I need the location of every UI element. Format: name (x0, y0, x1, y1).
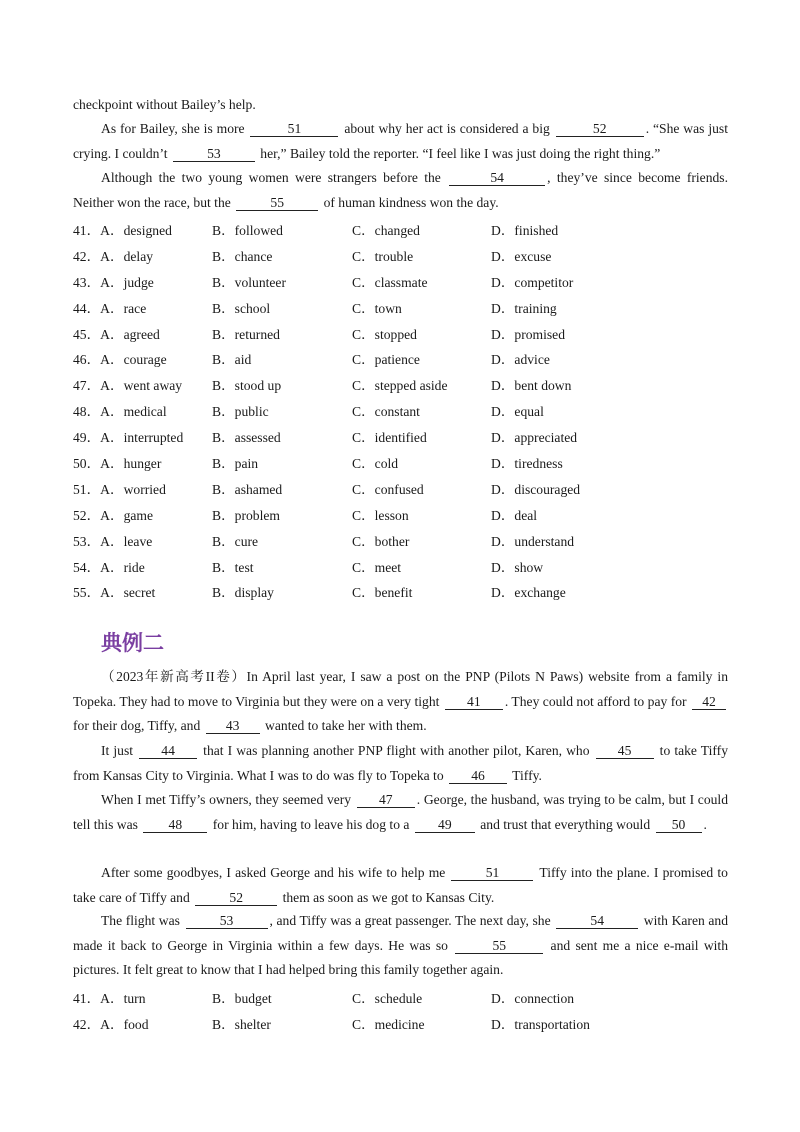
blank-55[interactable]: 55 (236, 196, 318, 211)
option-c[interactable]: C．medicine (352, 1016, 425, 1032)
passage-paragraph (73, 788, 728, 837)
passage-text: and trust that everything would (476, 816, 654, 832)
passage-text: to take Tiffy from Kansas City to Virginia. What I was to do was fly to Topeka to (73, 743, 728, 783)
option-d[interactable]: D．understand (491, 533, 575, 549)
passage-text: It just (101, 743, 138, 758)
blank-44[interactable]: 44 (139, 744, 197, 759)
option-c[interactable]: C．meet (352, 559, 402, 575)
passage-text: of human kindness won the day. (320, 194, 499, 210)
passage-text: for him, having to leave his dog to a (209, 816, 413, 832)
option-c[interactable]: C．cold (352, 456, 399, 472)
blank-53[interactable]: 53 (186, 914, 268, 929)
passage-text: As for Bailey, she is more (101, 121, 249, 136)
option-row (73, 297, 733, 323)
passage-text: , and Tiffy was a great passenger. The next day, she (269, 913, 555, 928)
option-b[interactable]: B．ashamed (212, 481, 283, 497)
option-c[interactable]: C．classmate (352, 274, 428, 290)
blank-42[interactable]: 42 (692, 695, 726, 710)
blank-55[interactable]: 55 (455, 939, 543, 954)
option-a[interactable]: 44．A．race (73, 300, 147, 316)
option-a[interactable]: 41．A．designed (73, 223, 172, 238)
option-a[interactable]: 47．A．went away (73, 378, 183, 394)
option-d[interactable]: D．competitor (491, 274, 574, 290)
option-c[interactable]: C．lesson (352, 507, 409, 523)
options-list (73, 219, 733, 607)
blank-54[interactable]: 54 (556, 914, 638, 929)
option-c[interactable]: C．patience (352, 352, 420, 368)
option-d[interactable]: D．exchange (491, 585, 566, 601)
option-row (73, 348, 733, 374)
option-b[interactable]: B．school (212, 300, 271, 316)
option-a[interactable]: 48．A．medical (73, 404, 167, 420)
option-b[interactable]: B．problem (212, 507, 280, 523)
option-row (73, 452, 733, 478)
option-c[interactable]: C．bother (352, 533, 410, 549)
option-row (73, 987, 733, 1013)
option-b[interactable]: B．shelter (212, 1016, 271, 1032)
blank-43[interactable]: 43 (206, 719, 260, 734)
passage-text: . (703, 816, 707, 832)
option-d[interactable]: D．training (491, 300, 557, 316)
option-d[interactable]: D．equal (491, 404, 544, 420)
passage-text: Although the two young women were strangers before the (101, 170, 448, 185)
blank-54[interactable]: 54 (449, 171, 545, 186)
blank-53[interactable]: 53 (173, 147, 255, 162)
option-c[interactable]: C．identified (352, 430, 427, 446)
blank-46[interactable]: 46 (449, 769, 507, 784)
passage-text: for their dog, Tiffy, and (73, 718, 204, 733)
option-b[interactable]: B．stood up (212, 378, 282, 394)
option-b[interactable]: B．chance (212, 248, 273, 264)
option-row (73, 504, 733, 530)
blank-52[interactable]: 52 (556, 122, 644, 137)
option-d[interactable]: D．promised (491, 326, 566, 342)
option-d[interactable]: D．show (491, 559, 544, 575)
option-a[interactable]: 46．A．courage (73, 352, 167, 368)
option-a[interactable]: 52．A．game (73, 507, 154, 523)
passage-text: . They could not afford to pay for (504, 693, 690, 709)
option-c[interactable]: C．trouble (352, 248, 414, 264)
passage-text: wanted to take her with them. (261, 718, 427, 733)
passage-text: . “She was just crying. I couldn’t (73, 121, 728, 161)
option-a[interactable]: 50．A．hunger (73, 456, 162, 472)
option-b[interactable]: B．followed (212, 223, 283, 238)
option-d[interactable]: D．advice (491, 352, 550, 368)
passage-text: her,” Bailey told the reporter. “I feel like I was just doing the right thing.” (256, 145, 661, 161)
option-b[interactable]: B．pain (212, 456, 259, 472)
blank-51[interactable]: 51 (250, 122, 338, 137)
option-d[interactable]: D．appreciated (491, 430, 578, 446)
option-a[interactable]: 42．A．food (73, 1016, 149, 1032)
option-row (73, 323, 733, 349)
option-row (73, 426, 733, 452)
option-b[interactable]: B．aid (212, 352, 252, 368)
option-row (73, 374, 733, 400)
option-row (73, 1013, 733, 1039)
passage-paragraph (73, 909, 728, 983)
option-a[interactable]: 41．A．turn (73, 991, 146, 1006)
option-b[interactable]: B．public (212, 404, 269, 420)
option-c[interactable]: C．stopped (352, 326, 417, 342)
option-b[interactable]: B．budget (212, 991, 272, 1006)
option-b[interactable]: B．cure (212, 533, 259, 549)
passage-text: about why her act is considered a big (340, 121, 554, 136)
option-b[interactable]: B．volunteer (212, 274, 286, 290)
option-a[interactable]: 54．A．ride (73, 559, 145, 575)
option-a[interactable]: 45．A．agreed (73, 326, 160, 342)
option-d[interactable]: D．bent down (491, 378, 572, 394)
option-a[interactable]: 49．A．interrupted (73, 430, 184, 446)
blank-41[interactable]: 41 (445, 695, 503, 710)
option-d[interactable]: D．deal (491, 507, 538, 523)
passage-text: checkpoint without Bailey’s help. (73, 97, 256, 112)
option-d[interactable]: D．transportation (491, 1016, 590, 1032)
option-row (73, 478, 733, 504)
passage-text: Tiffy into the plane. I promised to take care of Tiffy and (73, 865, 728, 905)
option-d[interactable]: D．tiredness (491, 456, 563, 472)
blank-45[interactable]: 45 (596, 744, 654, 759)
option-row (73, 245, 733, 271)
passage-paragraph (73, 166, 728, 215)
option-c[interactable]: C．constant (352, 404, 420, 420)
option-c[interactable]: C．town (352, 300, 402, 316)
option-row (73, 400, 733, 426)
passage-text: . George, the husband, was trying to be calm, but I could tell this was (73, 792, 728, 832)
option-a[interactable]: 51．A．worried (73, 481, 166, 497)
option-row (73, 581, 733, 607)
option-row (73, 271, 733, 297)
option-c[interactable]: C．schedule (352, 991, 423, 1006)
option-row (73, 219, 733, 245)
option-a[interactable]: 53．A．leave (73, 533, 153, 549)
passage-text: （2023年新高考II卷）In April last year, I saw a post on the PNP (Pilots N Paws) website from a family in Topeka. They had to move to Virginia but they were on a very tight (73, 669, 728, 709)
option-b[interactable]: B．returned (212, 326, 280, 342)
passage-text: After some goodbyes, I asked George and his wife to help me (101, 865, 450, 880)
passage-text: Tiffy. (509, 767, 542, 783)
option-c[interactable]: C．benefit (352, 585, 413, 601)
option-d[interactable]: D．discouraged (491, 481, 581, 497)
passage-line (73, 93, 728, 118)
passage-paragraph (73, 861, 728, 910)
option-c[interactable]: C．changed (352, 223, 420, 238)
option-a[interactable]: 42．A．delay (73, 248, 154, 264)
passage-text: and sent me a nice e-mail with pictures. It felt great to know that I had helped bring this family together again. (73, 937, 728, 977)
option-a[interactable]: 55．A．secret (73, 585, 156, 601)
passage-paragraph (73, 665, 728, 739)
passage-paragraph (73, 739, 728, 788)
option-b[interactable]: B．assessed (212, 430, 281, 446)
options-list (73, 987, 733, 1039)
option-d[interactable]: D．finished (491, 223, 559, 238)
blank-47[interactable]: 47 (357, 793, 415, 808)
blank-49[interactable]: 49 (415, 818, 475, 833)
passage-text: When I met Tiffy’s owners, they seemed very (101, 792, 355, 807)
option-c[interactable]: C．confused (352, 481, 424, 497)
passage-text: The flight was (101, 913, 184, 928)
option-d[interactable]: D．connection (491, 991, 575, 1006)
blank-52[interactable]: 52 (195, 891, 277, 906)
passage-text: , they’ve since become friends. Neither won the race, but the (73, 170, 728, 210)
passage-text: that I was planning another PNP flight with another pilot, Karen, who (199, 743, 594, 758)
option-c[interactable]: C．stepped aside (352, 378, 448, 394)
passage-paragraph (73, 117, 728, 166)
blank-50[interactable]: 50 (656, 818, 702, 833)
option-a[interactable]: 43．A．judge (73, 274, 154, 290)
section-heading: 典例二 (101, 631, 164, 655)
option-d[interactable]: D．excuse (491, 248, 552, 264)
option-row (73, 556, 733, 582)
option-row (73, 530, 733, 556)
passage-text: them as soon as we got to Kansas City. (279, 889, 495, 905)
option-b[interactable]: B．test (212, 559, 254, 575)
option-b[interactable]: B．display (212, 585, 274, 601)
blank-48[interactable]: 48 (143, 818, 207, 833)
blank-51[interactable]: 51 (451, 866, 533, 881)
passage-text: with Karen and made it back to George in Virginia within a few days. He was so (73, 913, 728, 953)
